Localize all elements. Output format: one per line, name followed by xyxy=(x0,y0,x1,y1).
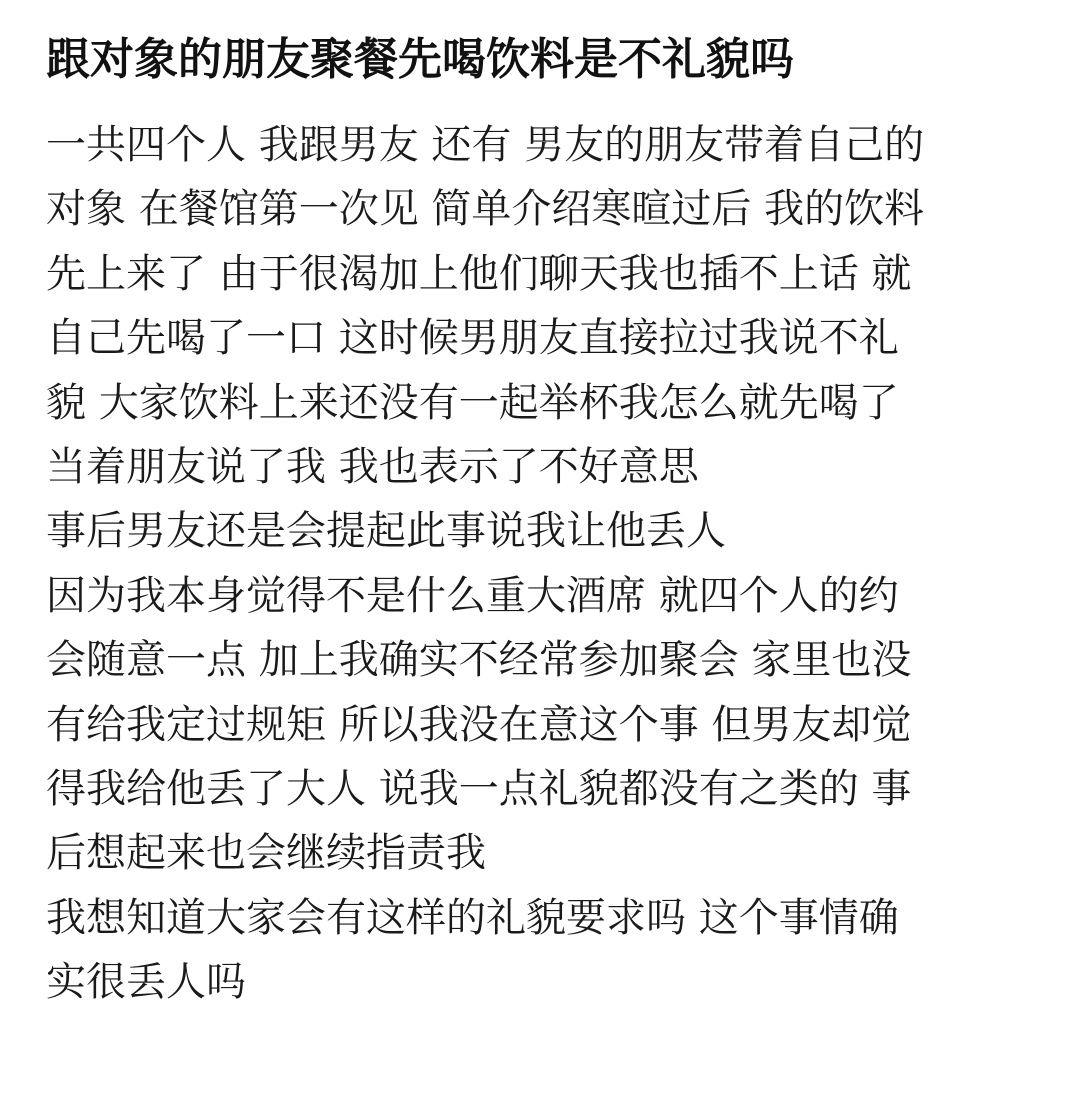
body-line: 会随意一点 加上我确实不经常参加聚会 家里也没 xyxy=(46,637,912,684)
body-line: 当着朋友说了我 我也表示了不好意思 xyxy=(46,443,699,490)
body-line: 事后男友还是会提起此事说我让他丢人 xyxy=(46,508,726,555)
body-line: 先上来了 由于很渴加上他们聊天我也插不上话 就 xyxy=(46,250,912,297)
body-line: 因为我本身觉得不是什么重大酒席 就四个人的约 xyxy=(46,572,899,619)
body-line: 有给我定过规矩 所以我没在意这个事 但男友却觉 xyxy=(46,701,912,748)
body-line: 实很丢人吗 xyxy=(46,959,246,1006)
post-body xyxy=(46,113,924,1014)
post-title: 跟对象的朋友聚餐先喝饮料是不礼貌吗 xyxy=(46,34,794,85)
body-line: 后想起来也会继续指责我 xyxy=(46,830,486,877)
body-line: 我想知道大家会有这样的礼貌要求吗 这个事情确 xyxy=(46,894,899,941)
body-line: 对象 在餐馆第一次见 简单介绍寒暄过后 我的饮料 xyxy=(46,186,925,233)
body-line: 一共四个人 我跟男友 还有 男友的朋友带着自己的 xyxy=(46,122,925,168)
body-line: 貌 大家饮料上来还没有一起举杯我怎么就先喝了 xyxy=(46,379,899,426)
body-line: 得我给他丢了大人 说我一点礼貌都没有之类的 事 xyxy=(46,765,912,812)
body-line: 自己先喝了一口 这时候男朋友直接拉过我说不礼 xyxy=(46,315,899,362)
